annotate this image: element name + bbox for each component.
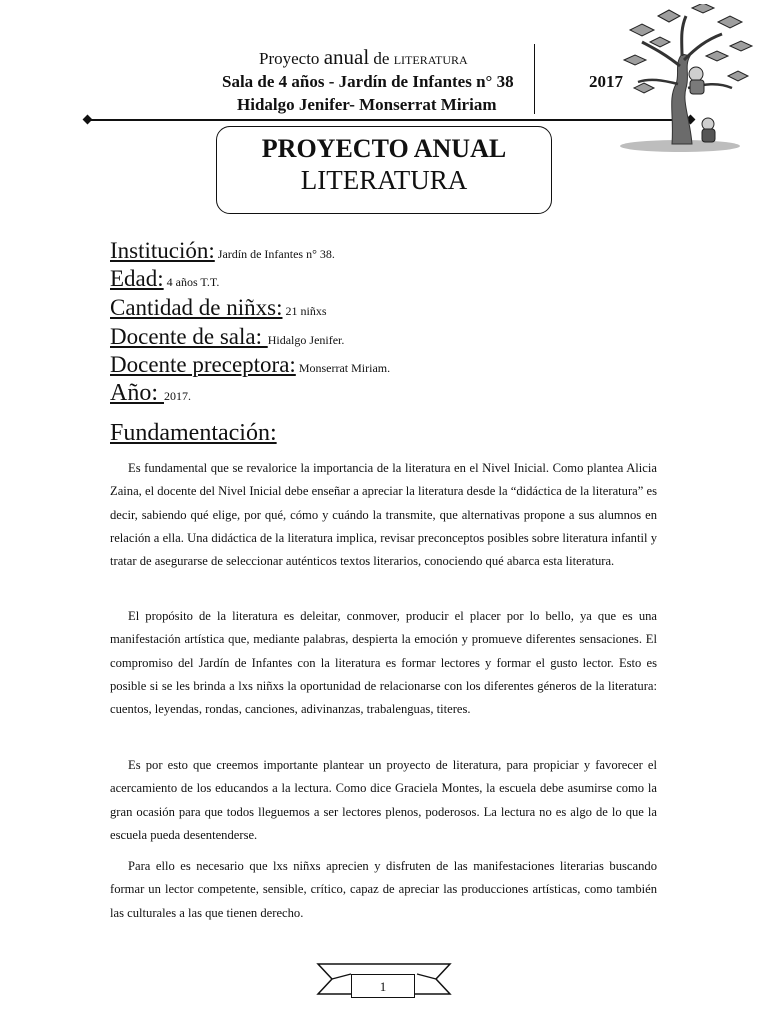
info-label: Edad: (110, 266, 164, 291)
info-label: Institución: (110, 238, 215, 263)
info-label: Año: (110, 380, 164, 406)
info-value: Hidalgo Jenifer. (267, 333, 345, 347)
info-value: Jardín de Infantes n° 38. (214, 247, 335, 261)
rule-end-left (83, 115, 93, 125)
info-cantidad (110, 295, 327, 321)
section-heading-fundamentacion: Fundamentación: (110, 420, 277, 446)
paragraph-4: Para ello es necesario que lxs niñxs aprecien y disfruten de las manifestaciones literarias buscando formar un lector competente, sensible, crítico, capaz de apreciar las producciones artísticas, como también las culturales a las que tienen derecho. (110, 859, 657, 920)
info-label: Docente preceptora: (110, 352, 296, 377)
header-literatura: LITERATURA (393, 53, 468, 67)
info-edad (110, 266, 219, 292)
header-de: de (369, 49, 394, 68)
title-literatura: LITERATURA (300, 165, 468, 195)
info-value: Monserrat Miriam. (295, 361, 391, 375)
header-vertical-rule (534, 44, 535, 114)
info-label: Cantidad de niñxs: (110, 295, 283, 320)
info-docente-sala (110, 324, 344, 350)
header-line-1 (259, 46, 468, 71)
paragraph-1: Es fundamental que se revalorice la importancia de la literatura en el Nivel Inicial. Como plantea Alicia Zaina, el docente del Nivel Inicial debe enseñar a apreciar la literatura desde la “didáctica de la literatura” es decir, sabiendo qué elige, por qué, cómo y cuándo la transmite, que alternativas propone a sus alumnos en relación a ella. Una didáctica de la literatura implica, revisar preconceptos posibles sobre literatura infantil y tratar de asegurarse de seleccionar auténticos textos literarios, conociendo qué abarca esta literatura. (110, 461, 657, 569)
title-box (216, 126, 552, 214)
header-horizontal-rule (88, 119, 690, 121)
info-value: 21 niñxs (282, 304, 327, 318)
info-institucion (110, 238, 335, 264)
info-value: 2017. (164, 389, 191, 403)
header-line-2: Sala de 4 años - Jardín de Infantes n° 38 (222, 72, 514, 91)
header-proyecto: Proyecto (259, 49, 324, 68)
header-line-3: Hidalgo Jenifer- Monserrat Miriam (237, 95, 497, 114)
info-docente-preceptora (110, 352, 390, 378)
page-number: 1 (351, 974, 415, 998)
title-proyecto-anual: PROYECTO ANUAL (261, 134, 507, 163)
info-label: Docente de sala: (110, 324, 268, 349)
header-anual: anual (323, 45, 370, 69)
paragraph-2: El propósito de la literatura es deleitar, conmover, producir el placer por lo bello, ya que es una manifestación artística que, mediante palabras, despierta la emoción y promueve diferentes sensaciones. El compromiso del Jardín de Infantes con la literatura es formar lectores y formar el gusto lector. Esto es posible si se les brinda a lxs niñxs la oportunidad de relacionarse con los diferentes géneros de la literatura: cuentos, leyendas, rondas, canciones, adivinanzas, trabalenguas, titeres. (110, 609, 657, 717)
header-year: 2017 (589, 72, 623, 91)
paragraph-3: Es por esto que creemos importante plantear un proyecto de literatura, para propiciar y favorecer el acercamiento de los educandos a la lectura. Como dice Graciela Montes, la escuela debe asumirse como la gran ocasión para que todos lleguemos a ser lectores plenos, poderosos. La lectura no es algo de lo que la escuela pueda desentenderse. (110, 758, 657, 842)
info-anio (110, 380, 191, 407)
info-value: 4 años T.T. (163, 275, 220, 289)
tree-books-illustration (610, 4, 760, 154)
